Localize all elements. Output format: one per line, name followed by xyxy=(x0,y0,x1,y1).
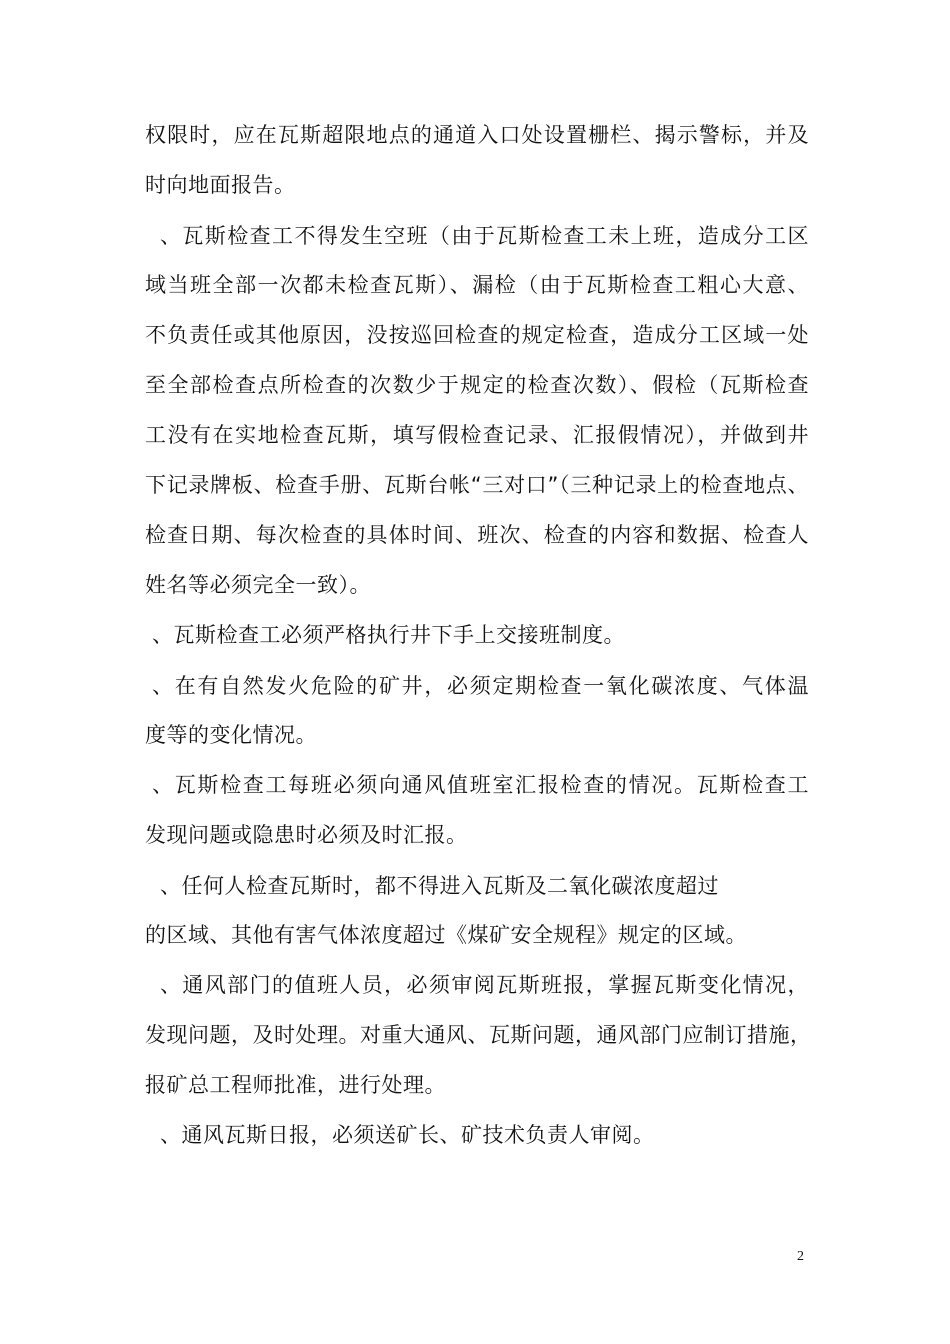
text-line: 至全部检查点所检查的次数少于规定的检查次数）、假检（瓦斯检查 xyxy=(145,373,809,397)
text-line: 检查日期、每次检查的具体时间、班次、检查的内容和数据、检查人 xyxy=(145,523,809,547)
text-line: 姓名等必须完全一致）。 xyxy=(145,573,371,597)
text-line: 、瓦斯检查工必须严格执行井下手上交接班制度。 xyxy=(152,623,625,647)
text-line: 不负责任或其他原因，没按巡回检查的规定检查，造成分工区域一处 xyxy=(145,323,809,347)
text-line: 发现问题或隐患时必须及时汇报。 xyxy=(145,823,468,847)
text-line: 时向地面报告。 xyxy=(145,173,296,197)
text-line: 、通风瓦斯日报，必须送矿长、矿技术负责人审阅。 xyxy=(160,1123,655,1147)
text-line: 工没有在实地检查瓦斯，填写假检查记录、汇报假情况），并做到井 xyxy=(145,423,809,447)
text-line: 权限时，应在瓦斯超限地点的通道入口处设置栅栏、揭示警标，并及 xyxy=(145,123,809,147)
text-line: 域当班全部一次都未检查瓦斯）、漏检（由于瓦斯检查工粗心大意、 xyxy=(145,273,809,297)
text-line: 度等的变化情况。 xyxy=(145,723,317,747)
page-number: 2 xyxy=(797,1249,804,1264)
text-line: 的区域、其他有害气体浓度超过《煤矿安全规程》规定的区域。 xyxy=(145,923,747,947)
text-line: 下记录牌板、检查手册、瓦斯台帐“三对口”（三种记录上的检查地点、 xyxy=(145,473,809,497)
text-line: 、通风部门的值班人员，必须审阅瓦斯班报，掌握瓦斯变化情况， xyxy=(160,973,809,997)
text-line: 、在有自然发火危险的矿井，必须定期检查一氧化碳浓度、气体温 xyxy=(152,674,809,698)
text-line: 、任何人检查瓦斯时，都不得进入瓦斯及二氧化碳浓度超过 xyxy=(160,874,719,898)
text-line: 发现问题，及时处理。对重大通风、瓦斯问题，通风部门应制订措施， xyxy=(145,1023,812,1047)
text-line: 、瓦斯检查工每班必须向通风值班室汇报检查的情况。瓦斯检查工 xyxy=(152,773,809,797)
text-line: 报矿总工程师批准，进行处理。 xyxy=(145,1073,446,1097)
text-line: 、瓦斯检查工不得发生空班（由于瓦斯检查工未上班，造成分工区 xyxy=(160,224,809,248)
